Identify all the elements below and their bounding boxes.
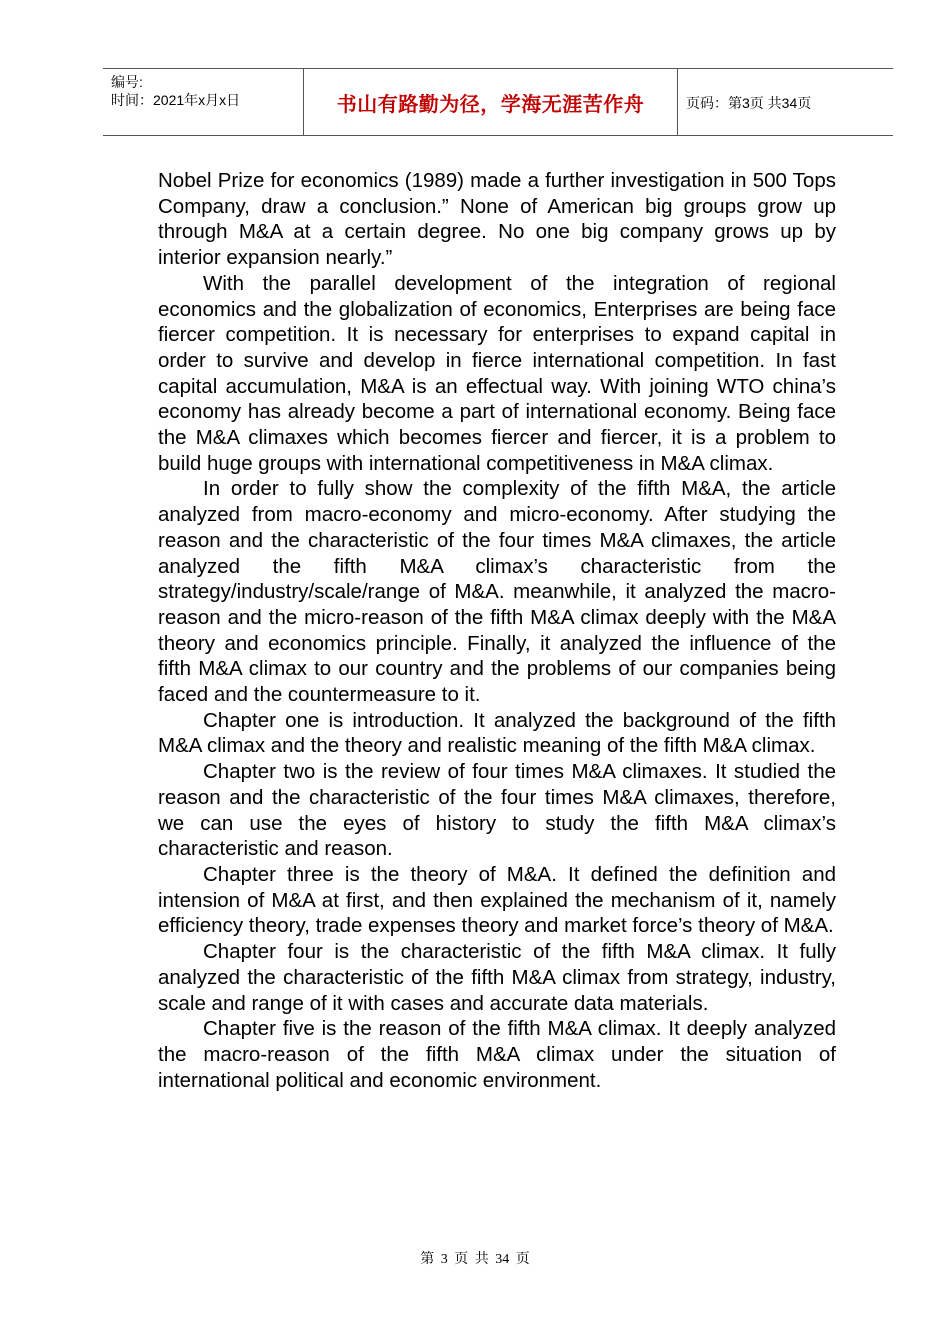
header-motto: 书山有路勤为径，学海无涯苦作舟 bbox=[336, 94, 645, 116]
header-motto-cell bbox=[304, 69, 678, 135]
paragraph: Chapter four is the characteristic of the fifth M&A climax. It fully analyzed the characteristic of the fifth M&A climax from strategy, industry, scale and range of it with cases and accurate data materials. bbox=[158, 940, 836, 1015]
paragraph: Chapter two is the review of four times M&A climaxes. It studied the reason and the characteristic of the four times M&A climaxes, therefore, we can use the eyes of history to study the fifth M&A climax’s characteristic and reason. bbox=[158, 760, 836, 861]
paragraph: Nobel Prize for economics (1989) made a further investigation in 500 Tops Company, draw a conclusion.” None of American big groups grow up through M&A at a certain degree. No one big company grows up by interior expansion nearly.” bbox=[158, 169, 836, 270]
paragraph: Chapter three is the theory of M&A. It defined the definition and intension of M&A at first, and then explained the mechanism of it, namely efficiency theory, trade expenses theory and market force’s theory of M&A. bbox=[158, 862, 836, 938]
paragraph: With the parallel development of the integration of regional economics and the globalization of economics, Enterprises are being face fiercer competition. It is necessary for enterprises to expand capital in order to survive and develop in fierce international competition. In fast capital accumulation, M&A is an effectual way. With joining WTO china’s economy has already become a part of international economy. Being face the M&A climaxes which becomes fiercer and fiercer, it is a problem to build huge groups with international competitiveness in M&A climax. bbox=[158, 271, 836, 475]
paragraph: In order to fully show the complexity of the fifth M&A, the article analyzed from macro-economy and micro-economy. After studying the reason and the characteristic of the four times M&A climaxes, the article analyzed the fifth M&A climax’s characteristic from the strategy/industry/scale/range of M&A. meanwhile, it analyzed the macro-reason and the micro-reason of the fifth M&A climax deeply with the M&A theory and economics principle. Finally, it analyzed the influence of the fifth M&A climax to our country and the problems of our companies being faced and the countermeasure to it. bbox=[158, 477, 836, 707]
page-footer: 第 3 页 共 34 页 bbox=[420, 1252, 530, 1267]
header-page-info: 页码：第3页 共34页 bbox=[686, 95, 812, 111]
paragraph: Chapter five is the reason of the fifth M&A climax. It deeply analyzed the macro-reason of the fifth M&A climax under the situation of international political and economic environment. bbox=[158, 1017, 836, 1092]
paragraph: Chapter one is introduction. It analyzed the background of the fifth M&A climax and the theory and realistic meaning of the fifth M&A climax. bbox=[158, 708, 836, 758]
body-text bbox=[158, 168, 836, 1093]
page-header bbox=[103, 68, 893, 136]
serial-number-label: 编号: bbox=[111, 74, 143, 90]
header-page-cell bbox=[678, 69, 893, 135]
header-meta-cell bbox=[103, 69, 304, 135]
time-label: 时间：2021年x月x日 bbox=[111, 92, 241, 108]
